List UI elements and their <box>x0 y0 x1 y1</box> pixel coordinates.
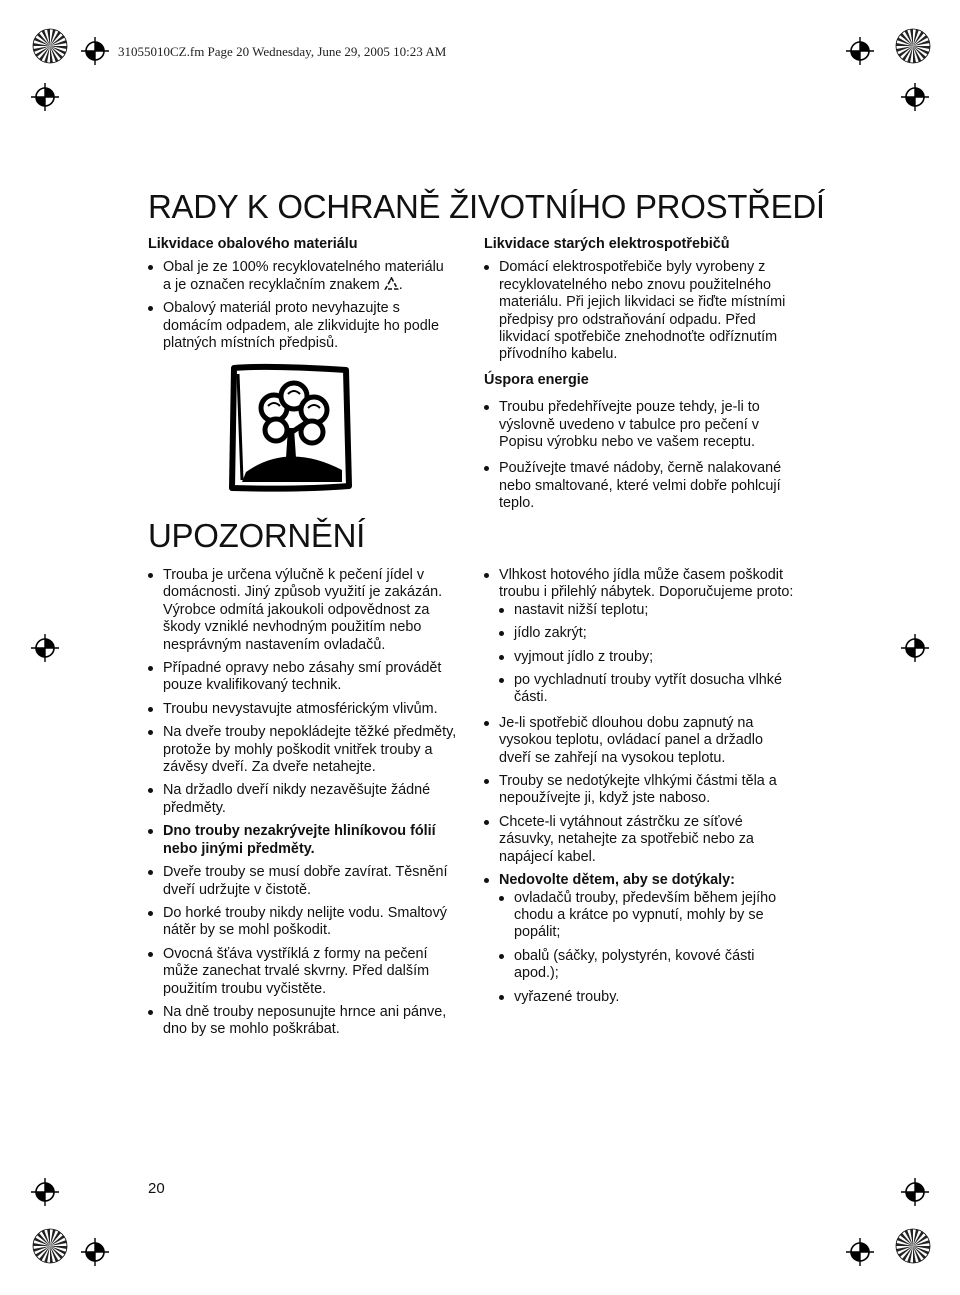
list-item: Obalový materiál proto nevyhazujte s domácím odpadem, ale zlikvidujte ho podle platných místních předpisů. <box>148 300 454 352</box>
list-item: Používejte tmavé nádoby, černě nalakované nebo smaltované, které velmi dobře pohlcují teplo. <box>484 460 800 512</box>
registration-crosshair-icon <box>900 1177 930 1207</box>
printer-starburst-mark-icon <box>895 28 931 64</box>
appliances-heading: Likvidace starých elektrospotřebičů <box>484 236 730 252</box>
sub-list-item: nastavit nižší teplotu; <box>499 602 794 619</box>
list-item: Ovocná šťáva vystříklá z formy na pečení může zanechat trvalé skvrny. Před dalším použitím troubu vyčistěte. <box>148 946 458 998</box>
list-item: Troubu nevystavujte atmosférickým vlivům. <box>148 701 458 718</box>
packaging-heading: Likvidace obalového materiálu <box>148 236 358 252</box>
registration-crosshair-icon <box>80 36 110 66</box>
sub-list-item: jídlo zakrýt; <box>499 625 794 642</box>
page-title: RADY K OCHRANĚ ŽIVOTNÍHO PROSTŘEDÍ <box>148 188 825 225</box>
sub-list-item: po vychladnutí trouby vytřít dosucha vlhké části. <box>499 672 794 707</box>
recycle-icon <box>384 277 399 291</box>
sub-list-item: vyjmout jídlo z trouby; <box>499 649 794 666</box>
list-item: Vlhkost hotového jídla může časem poškodit troubu i přilehlý nábytek. Doporučujeme proto: nastavit nižší teplotu; jídlo zakrýt; vyjmout jídlo z trouby; po vychladnutí trouby vytřít dosucha vlhké části. <box>484 567 794 707</box>
packaging-section <box>148 236 454 360</box>
list-item: Na držadlo dveří nikdy nezavěšujte žádné předměty. <box>148 782 458 817</box>
registration-crosshair-icon <box>900 82 930 112</box>
list-item: Troubu předehřívejte pouze tehdy, je-li to výslovně uvedeno v tabulce pro pečení v Popisu výrobku nebo ve vašem receptu. <box>484 399 800 451</box>
warning-left-column <box>148 567 458 1047</box>
registration-crosshair-icon <box>845 36 875 66</box>
warning-title: UPOZORNĚNÍ <box>148 517 366 554</box>
warning-list <box>484 567 794 1006</box>
list-item: Na dveře trouby nepokládejte těžké předměty, protože by mohly poškodit vnitřek trouby a závěsy dveří. Za dveře netahejte. <box>148 724 458 776</box>
energy-list <box>484 399 800 512</box>
registration-crosshair-icon <box>900 633 930 663</box>
registration-crosshair-icon <box>30 633 60 663</box>
list-item: Trouby se nedotýkejte vlhkými částmi těla a nepoužívejte ji, když jste naboso. <box>484 773 794 808</box>
registration-crosshair-icon <box>845 1237 875 1267</box>
sub-list-item: obalů (sáčky, polystyrén, kovové části apod.); <box>499 948 794 983</box>
registration-crosshair-icon <box>30 1177 60 1207</box>
page-number: 20 <box>148 1180 165 1197</box>
printer-starburst-mark-icon <box>32 1228 68 1264</box>
warning-list <box>148 567 458 1039</box>
sub-list <box>499 890 794 1006</box>
registration-crosshair-icon <box>30 82 60 112</box>
list-item: Případné opravy nebo zásahy smí provádět pouze kvalifikovaný technik. <box>148 660 458 695</box>
printer-starburst-mark-icon <box>895 1228 931 1264</box>
list-item: Nedovolte dětem, aby se dotýkaly: ovladačů trouby, především během jejího chodu a krátce po vypnutí, mohly by se popálit; obalů (sáčky, polystyrén, kovové části apod.); vyřazené trouby. <box>484 872 794 1006</box>
list-item: Dveře trouby se musí dobře zavírat. Těsnění dveří udržujte v čistotě. <box>148 864 458 899</box>
list-item: Na dně trouby neposunujte hrnce ani pánve, dno by se mohlo poškrábat. <box>148 1004 458 1039</box>
list-item: Domácí elektrospotřebiče byly vyrobeny z recyklovatelného nebo znovu použitelného materiálu. Při jejich likvidaci se řiďte místními předpisy pro odstraňování odpadu. Před likvidací spotřebiče znehodnoťte odříznutím přívodního kabelu. <box>484 259 800 363</box>
list-item: Dno trouby nezakrývejte hliníkovou fólií nebo jinými předměty. <box>148 823 458 858</box>
packaging-list <box>148 259 454 352</box>
list-item: Obal je ze 100% recyklovatelného materiálu a je označen recyklačním znakem . <box>148 259 454 294</box>
list-item: Trouba je určena výlučně k pečení jídel v domácnosti. Jiný způsob využití je zakázán. Výrobce odmítá jakoukoli odpovědnost za škody vzniklé nevhodným použitím nebo nesprávným nastavením ovladačů. <box>148 567 458 654</box>
sub-list-item: ovladačů trouby, především během jejího chodu a krátce po vypnutí, mohly by se popálit; <box>499 890 794 942</box>
file-slug: 31055010CZ.fm Page 20 Wednesday, June 29, 2005 10:23 AM <box>118 44 447 59</box>
energy-heading: Úspora energie <box>484 371 589 388</box>
environment-tree-logo <box>228 362 354 492</box>
sub-list <box>499 602 794 707</box>
registration-crosshair-icon <box>80 1237 110 1267</box>
warning-right-column <box>484 567 794 1014</box>
list-item: Je-li spotřebič dlouhou dobu zapnutý na vysokou teplotu, ovládací panel a držadlo dveří se zahřejí na vysokou teplotu. <box>484 715 794 767</box>
printer-starburst-mark-icon <box>32 28 68 64</box>
list-item: Do horké trouby nikdy nelijte vodu. Smaltový nátěr by se mohl poškodit. <box>148 905 458 940</box>
sub-list-item: vyřazené trouby. <box>499 989 794 1006</box>
appliances-section <box>484 236 800 521</box>
appliances-list <box>484 259 800 363</box>
list-item: Chcete-li vytáhnout zástrčku ze síťové zásuvky, netahejte za spotřebič nebo za napájecí kabel. <box>484 814 794 866</box>
